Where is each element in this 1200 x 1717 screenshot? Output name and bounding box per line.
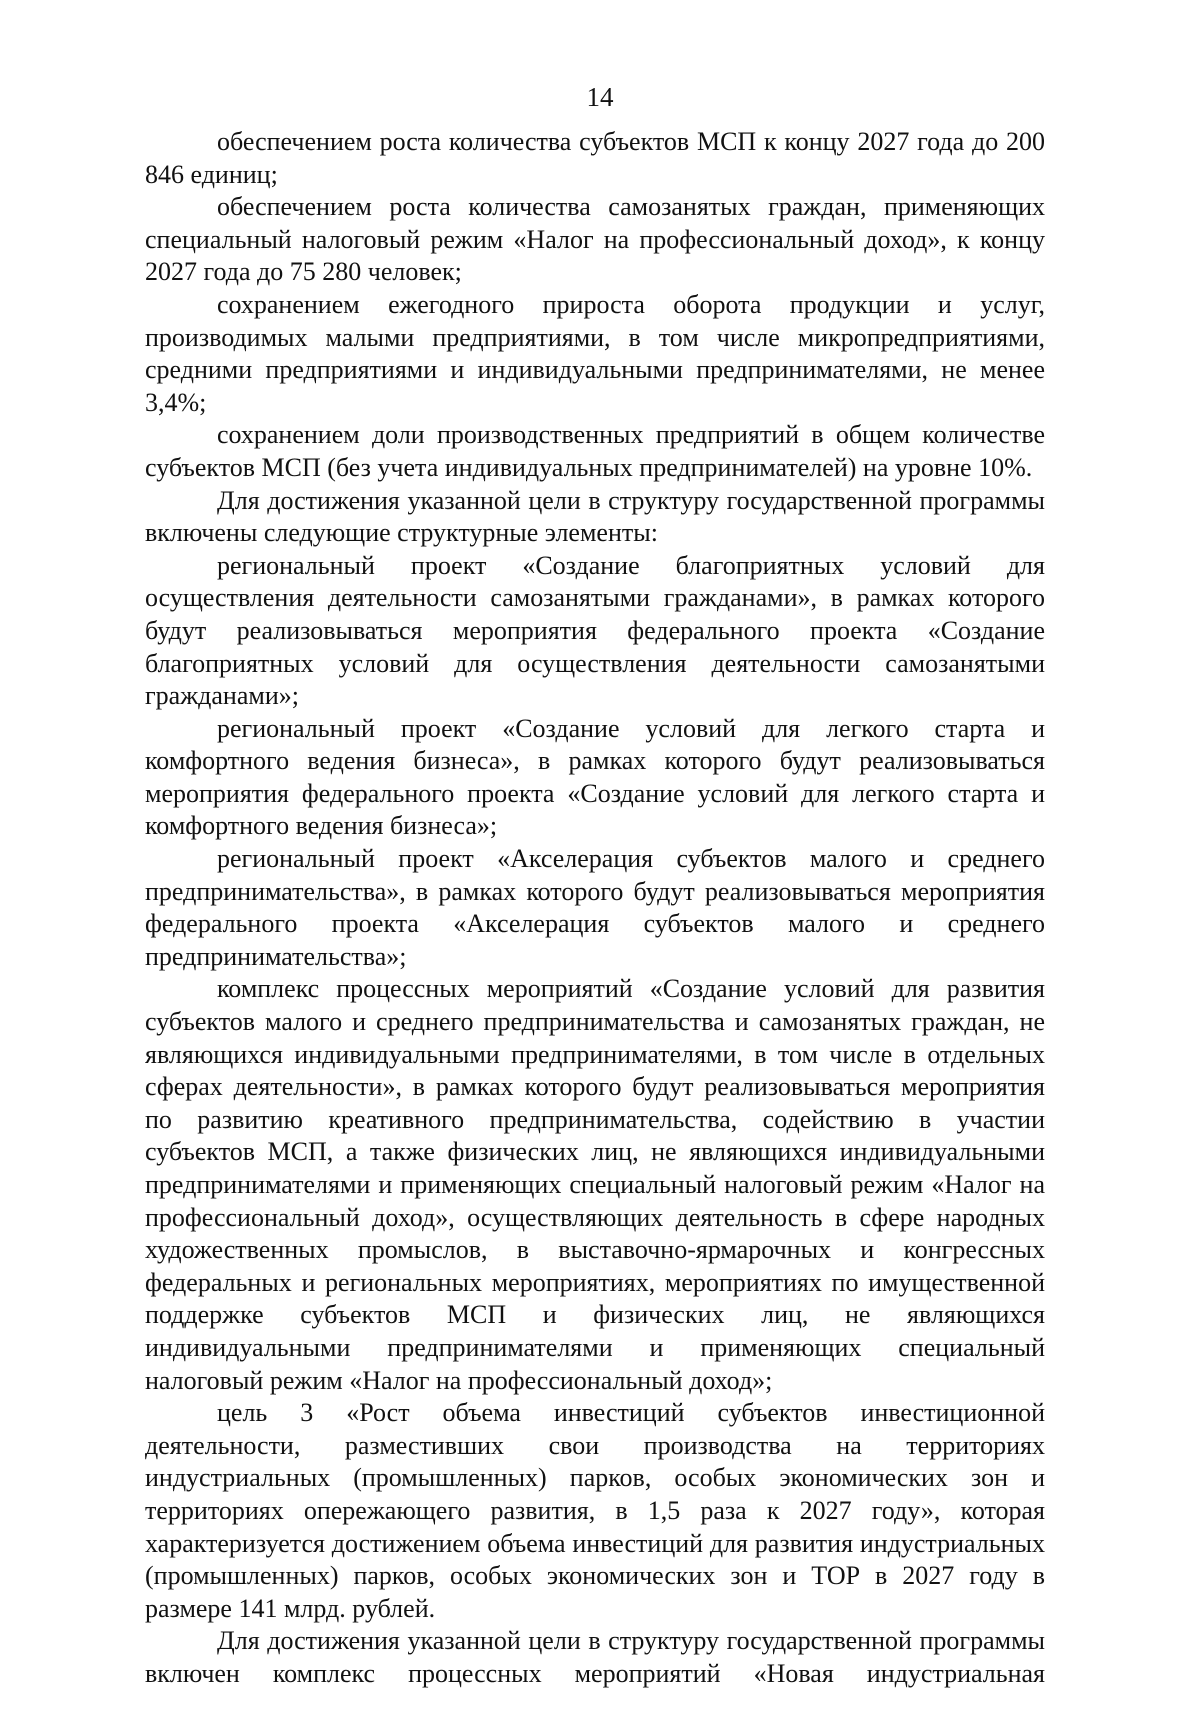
paragraph: региональный проект «Создание благоприятных условий для осуществления деятельности самозанятыми гражданами», в рамках которого будут реализовываться мероприятия федерального проекта «Создание благоприятных условий для осуществления деятельности самозанятыми гражданами»; [145, 550, 1045, 711]
paragraph: Для достижения указанной цели в структуру государственной программы включен комплекс процессных мероприятий «Новая индустриальная [145, 1626, 1045, 1688]
paragraph: цель 3 «Рост объема инвестиций субъектов инвестиционной деятельности, разместивших свои производства на территориях индустриальных (промышленных) парков, особых экономических зон и территориях опережающего развития, в 1,5 раза к 2027 году», которая характеризуется достижением объема инвестиций для развития индустриальных (промышленных) парков, особых экономических зон и ТОР в 2027 году в размере 141 млрд. рублей. [145, 1398, 1045, 1623]
paragraph: сохранением доли производственных предприятий в общем количестве субъектов МСП (без учета индивидуальных предпринимателей) на уровне 10%. [145, 420, 1045, 482]
page-number: 14 [586, 82, 614, 112]
paragraph: сохранением ежегодного прироста оборота продукции и услуг, производимых малыми предприятиями, в том числе микропредприятиями, средними предприятиями и индивидуальными предпринимателями, не менее 3,4%; [145, 289, 1045, 417]
paragraph: обеспечением роста количества субъектов МСП к концу 2027 года до 200 846 единиц; [145, 127, 1045, 189]
paragraph: региональный проект «Создание условий для легкого старта и комфортного ведения бизнеса», в рамках которого будут реализовываться мероприятия федерального проекта «Создание условий для легкого старта и комфортного ведения бизнеса»; [145, 713, 1045, 841]
paragraph: обеспечением роста количества самозанятых граждан, применяющих специальный налоговый режим «Налог на профессиональный доход», к концу 2027 года до 75 280 человек; [145, 192, 1045, 287]
paragraph: региональный проект «Акселерация субъектов малого и среднего предпринимательства», в рамках которого будут реализовываться мероприятия федерального проекта «Акселерация субъектов малого и среднего предпринимательства»; [145, 844, 1045, 971]
paragraph: Для достижения указанной цели в структуру государственной программы включены следующие структурные элементы: [145, 485, 1045, 548]
document-body [145, 126, 1045, 1691]
paragraph: комплекс процессных мероприятий «Создание условий для развития субъектов малого и среднего предпринимательства и самозанятых граждан, не являющихся индивидуальными предпринимателями, в том числе в отдельных сферах деятельности», в рамках которого будут реализовываться мероприятия по развитию креативного предпринимательства, содействию в участии субъектов МСП, а также физических лиц, не являющихся индивидуальными предпринимателями и применяющих специальный налоговый режим «Налог на профессиональный доход», осуществляющих деятельность в сфере народных художественных промыслов, в выставочно-ярмарочных и конгрессных федеральных и региональных мероприятиях, мероприятиях по имущественной поддержке субъектов МСП и физических лиц, не являющихся индивидуальными предпринимателями и применяющих специальный налоговый режим «Налог на профессиональный доход»; [145, 974, 1045, 1395]
